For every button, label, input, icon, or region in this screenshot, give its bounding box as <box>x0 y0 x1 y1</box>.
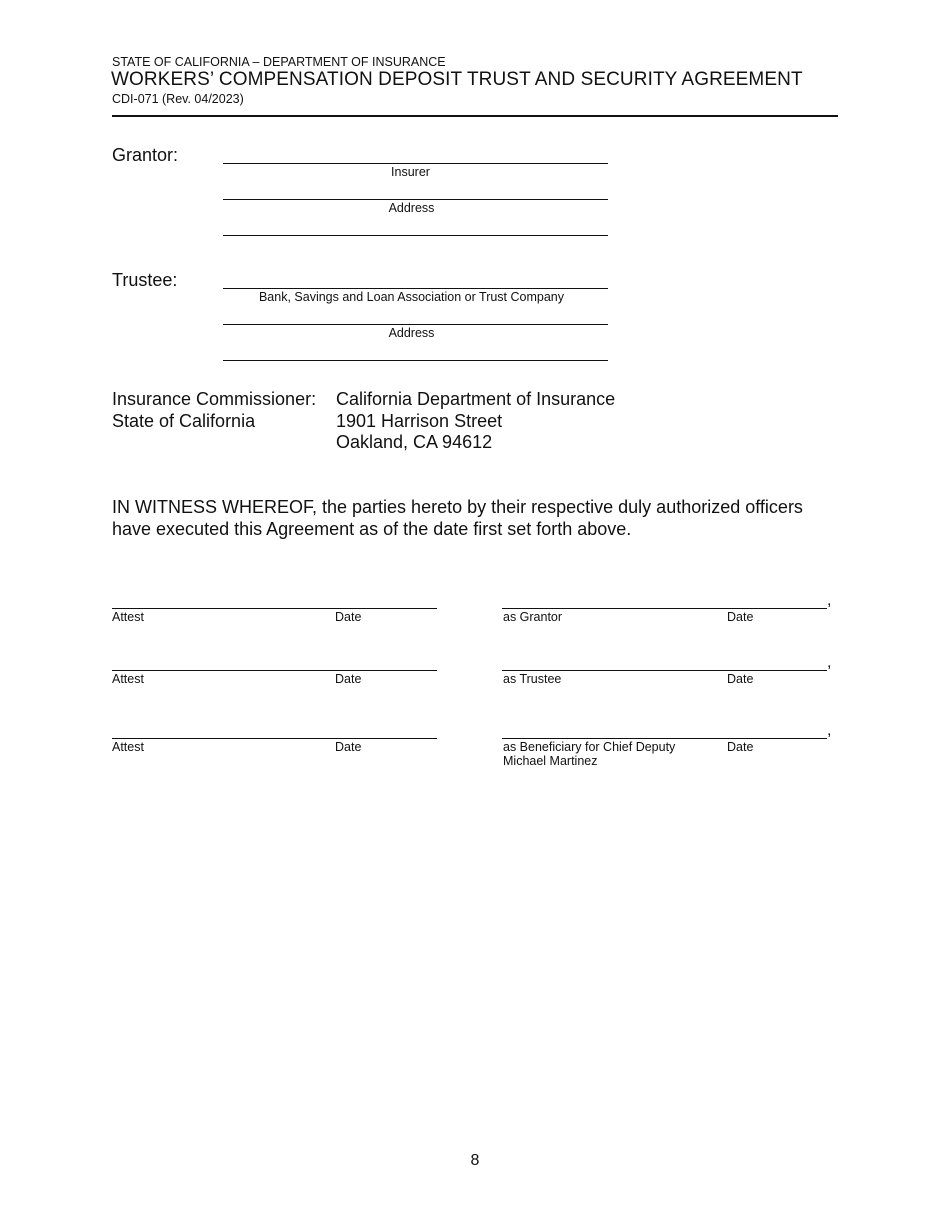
commissioner-department: California Department of Insurance <box>336 389 616 409</box>
commissioner-street: 1901 Harrison Street <box>336 410 503 431</box>
trustee-bank-line[interactable] <box>223 288 608 289</box>
commissioner-state: State of California <box>112 410 256 431</box>
grantor-address-line-2[interactable] <box>223 235 608 236</box>
trustee-address-line-1[interactable] <box>223 324 608 325</box>
trustee-bank-caption: Bank, Savings and Loan Association or Trust Company <box>258 290 565 304</box>
beneficiary-caption-line-1: as Beneficiary for Chief Deputy <box>503 740 676 754</box>
trustee-label: Trustee: <box>112 270 178 290</box>
beneficiary-signature-line[interactable] <box>502 738 827 739</box>
trustee-signature-line[interactable] <box>502 670 827 671</box>
document-title: WORKERS’ COMPENSATION DEPOSIT TRUST AND SECURITY AGREEMENT <box>111 69 803 90</box>
attest-date-caption-1: Date <box>335 610 362 624</box>
commissioner-label <box>112 389 316 432</box>
witness-statement: IN WITNESS WHEREOF, the parties hereto by their respective duly authorized officers have executed this Agreement as of the date first set forth above. <box>112 497 803 539</box>
beneficiary-caption-line-2: Michael Martinez <box>503 754 598 768</box>
grantor-insurer-line[interactable] <box>223 163 608 164</box>
grantor-signature-line[interactable] <box>502 608 827 609</box>
trustee-date-caption: Date <box>727 672 754 686</box>
trustee-address-caption: Address <box>388 326 435 340</box>
page-number: 8 <box>470 1152 480 1169</box>
beneficiary-date-caption: Date <box>727 740 754 754</box>
grantor-signature-comma: , <box>827 592 832 609</box>
attest-date-caption-3: Date <box>335 740 362 754</box>
attest-caption-3: Attest <box>112 740 144 754</box>
beneficiary-signature-caption <box>503 740 675 768</box>
trustee-signature-caption: as Trustee <box>503 672 562 686</box>
attest-signature-line-1[interactable] <box>112 608 437 609</box>
form-number: CDI-071 (Rev. 04/2023) <box>112 92 244 106</box>
attest-date-caption-2: Date <box>335 672 362 686</box>
commissioner-title: Insurance Commissioner: <box>112 389 317 409</box>
attest-signature-line-2[interactable] <box>112 670 437 671</box>
commissioner-address <box>336 389 615 454</box>
header-divider <box>112 115 838 117</box>
grantor-address-line-1[interactable] <box>223 199 608 200</box>
grantor-address-caption: Address <box>388 201 435 215</box>
attest-signature-line-3[interactable] <box>112 738 437 739</box>
grantor-label: Grantor: <box>112 145 179 165</box>
grantor-signature-caption: as Grantor <box>503 610 563 624</box>
trustee-address-line-2[interactable] <box>223 360 608 361</box>
trustee-signature-comma: , <box>827 654 832 671</box>
beneficiary-signature-comma: , <box>827 722 832 739</box>
commissioner-city: Oakland, CA 94612 <box>336 432 493 452</box>
attest-caption-1: Attest <box>112 610 144 624</box>
grantor-insurer-caption: Insurer <box>391 165 430 179</box>
agency-name: STATE OF CALIFORNIA – DEPARTMENT OF INSURANCE <box>112 55 446 69</box>
grantor-date-caption: Date <box>727 610 754 624</box>
attest-caption-2: Attest <box>112 672 144 686</box>
